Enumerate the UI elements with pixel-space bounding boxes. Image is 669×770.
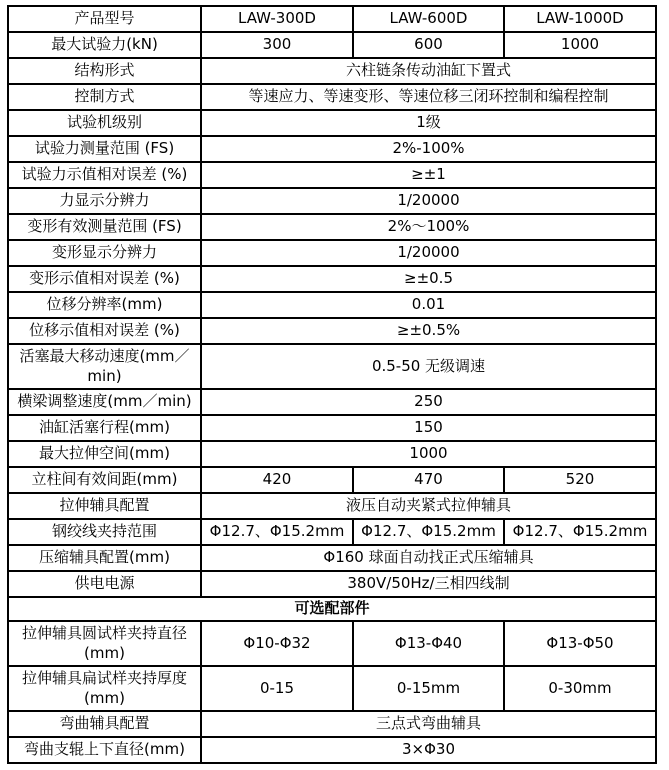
table-row-product-model bbox=[8, 6, 656, 32]
cell-value: 液压自动夹紧式拉伸辅具 bbox=[201, 493, 656, 519]
cell-value: 0.01 bbox=[201, 292, 656, 318]
row-label: 结构形式 bbox=[8, 58, 201, 84]
cell-value: 等速应力、等速变形、等速位移三闭环控制和编程控制 bbox=[201, 84, 656, 110]
row-label: 油缸活塞行程(mm) bbox=[8, 415, 201, 441]
table-row-compression-fixture bbox=[8, 545, 656, 571]
table-row-max-tension-space bbox=[8, 441, 656, 467]
row-label: 拉伸辅具配置 bbox=[8, 493, 201, 519]
table-row-bending-roller-diameter bbox=[8, 737, 656, 763]
row-label: 活塞最大移动速度(mm／min) bbox=[8, 344, 201, 389]
table-row-deform-measure-range bbox=[8, 214, 656, 240]
cell-value: LAW-600D bbox=[353, 6, 504, 32]
row-label: 压缩辅具配置(mm) bbox=[8, 545, 201, 571]
cell-value: 300 bbox=[201, 32, 353, 58]
cell-value: Φ160 球面自动找正式压缩辅具 bbox=[201, 545, 656, 571]
section-header: 可选配部件 bbox=[8, 597, 656, 621]
cell-value: 0.5-50 无级调速 bbox=[201, 344, 656, 389]
cell-value: 三点式弯曲辅具 bbox=[201, 711, 656, 737]
row-label: 试验力示值相对误差 (%) bbox=[8, 162, 201, 188]
table-row-machine-class bbox=[8, 110, 656, 136]
table-row-max-test-force bbox=[8, 32, 656, 58]
cell-value: 1/20000 bbox=[201, 188, 656, 214]
table-row-deform-error bbox=[8, 266, 656, 292]
cell-value: 470 bbox=[353, 467, 504, 493]
cell-value: ≥±0.5 bbox=[201, 266, 656, 292]
row-label: 最大拉伸空间(mm) bbox=[8, 441, 201, 467]
table-row-deform-resolution bbox=[8, 240, 656, 266]
row-label: 弯曲辅具配置 bbox=[8, 711, 201, 737]
table-row-column-spacing bbox=[8, 467, 656, 493]
cell-value: 0-30mm bbox=[504, 666, 656, 711]
row-label: 拉伸辅具扁试样夹持厚度(mm) bbox=[8, 666, 201, 711]
row-label: 位移分辨率(mm) bbox=[8, 292, 201, 318]
cell-value: 1000 bbox=[504, 32, 656, 58]
row-label: 变形显示分辨力 bbox=[8, 240, 201, 266]
table-row-force-measure-range bbox=[8, 136, 656, 162]
cell-value: 1/20000 bbox=[201, 240, 656, 266]
table-row-cylinder-stroke bbox=[8, 415, 656, 441]
cell-value: Φ13-Φ50 bbox=[504, 621, 656, 666]
row-label: 立柱间有效间距(mm) bbox=[8, 467, 201, 493]
cell-value: Φ10-Φ32 bbox=[201, 621, 353, 666]
row-label: 变形有效测量范围 (FS) bbox=[8, 214, 201, 240]
table-row-force-error bbox=[8, 162, 656, 188]
cell-value: ≥±0.5% bbox=[201, 318, 656, 344]
row-label: 拉伸辅具圆试样夹持直径(mm) bbox=[8, 621, 201, 666]
cell-value: 2%-100% bbox=[201, 136, 656, 162]
row-label: 弯曲支辊上下直径(mm) bbox=[8, 737, 201, 763]
cell-value: 150 bbox=[201, 415, 656, 441]
table-row-control-mode bbox=[8, 84, 656, 110]
row-label: 最大试验力(kN) bbox=[8, 32, 201, 58]
cell-value: 0-15 bbox=[201, 666, 353, 711]
cell-value: Φ12.7、Φ15.2mm bbox=[504, 519, 656, 545]
row-label: 横梁调整速度(mm／min) bbox=[8, 389, 201, 415]
table-row-flat-specimen-thickness bbox=[8, 666, 656, 711]
table-row-structure-type bbox=[8, 58, 656, 84]
row-label: 试验力测量范围 (FS) bbox=[8, 136, 201, 162]
table-row-piston-max-speed bbox=[8, 344, 656, 389]
table-row-round-specimen-diameter bbox=[8, 621, 656, 666]
cell-value: 0-15mm bbox=[353, 666, 504, 711]
table-row-crossbeam-speed bbox=[8, 389, 656, 415]
cell-value: 六柱链条传动油缸下置式 bbox=[201, 58, 656, 84]
table-row-displacement-resolution bbox=[8, 292, 656, 318]
row-label: 力显示分辨力 bbox=[8, 188, 201, 214]
row-label: 钢绞线夹持范围 bbox=[8, 519, 201, 545]
cell-value: 520 bbox=[504, 467, 656, 493]
row-label: 产品型号 bbox=[8, 6, 201, 32]
cell-value: LAW-300D bbox=[201, 6, 353, 32]
row-label: 位移示值相对误差 (%) bbox=[8, 318, 201, 344]
cell-value: Φ12.7、Φ15.2mm bbox=[353, 519, 504, 545]
cell-value: 420 bbox=[201, 467, 353, 493]
row-label: 供电电源 bbox=[8, 571, 201, 597]
cell-value: Φ13-Φ40 bbox=[353, 621, 504, 666]
table-row-strand-clamp-range bbox=[8, 519, 656, 545]
cell-value: 1000 bbox=[201, 441, 656, 467]
cell-value: Φ12.7、Φ15.2mm bbox=[201, 519, 353, 545]
cell-value: 3×Φ30 bbox=[201, 737, 656, 763]
product-spec-table bbox=[7, 5, 657, 764]
row-label: 变形示值相对误差 (%) bbox=[8, 266, 201, 292]
table-row-tension-fixture bbox=[8, 493, 656, 519]
cell-value: LAW-1000D bbox=[504, 6, 656, 32]
row-label: 控制方式 bbox=[8, 84, 201, 110]
cell-value: 2%～100% bbox=[201, 214, 656, 240]
table-row-power-supply bbox=[8, 571, 656, 597]
cell-value: ≥±1 bbox=[201, 162, 656, 188]
row-label: 试验机级别 bbox=[8, 110, 201, 136]
table-row-optional-parts-header bbox=[8, 597, 656, 621]
cell-value: 250 bbox=[201, 389, 656, 415]
table-row-bending-fixture bbox=[8, 711, 656, 737]
cell-value: 600 bbox=[353, 32, 504, 58]
table-row-displacement-error bbox=[8, 318, 656, 344]
cell-value: 380V/50Hz/三相四线制 bbox=[201, 571, 656, 597]
table-row-force-resolution bbox=[8, 188, 656, 214]
cell-value: 1级 bbox=[201, 110, 656, 136]
